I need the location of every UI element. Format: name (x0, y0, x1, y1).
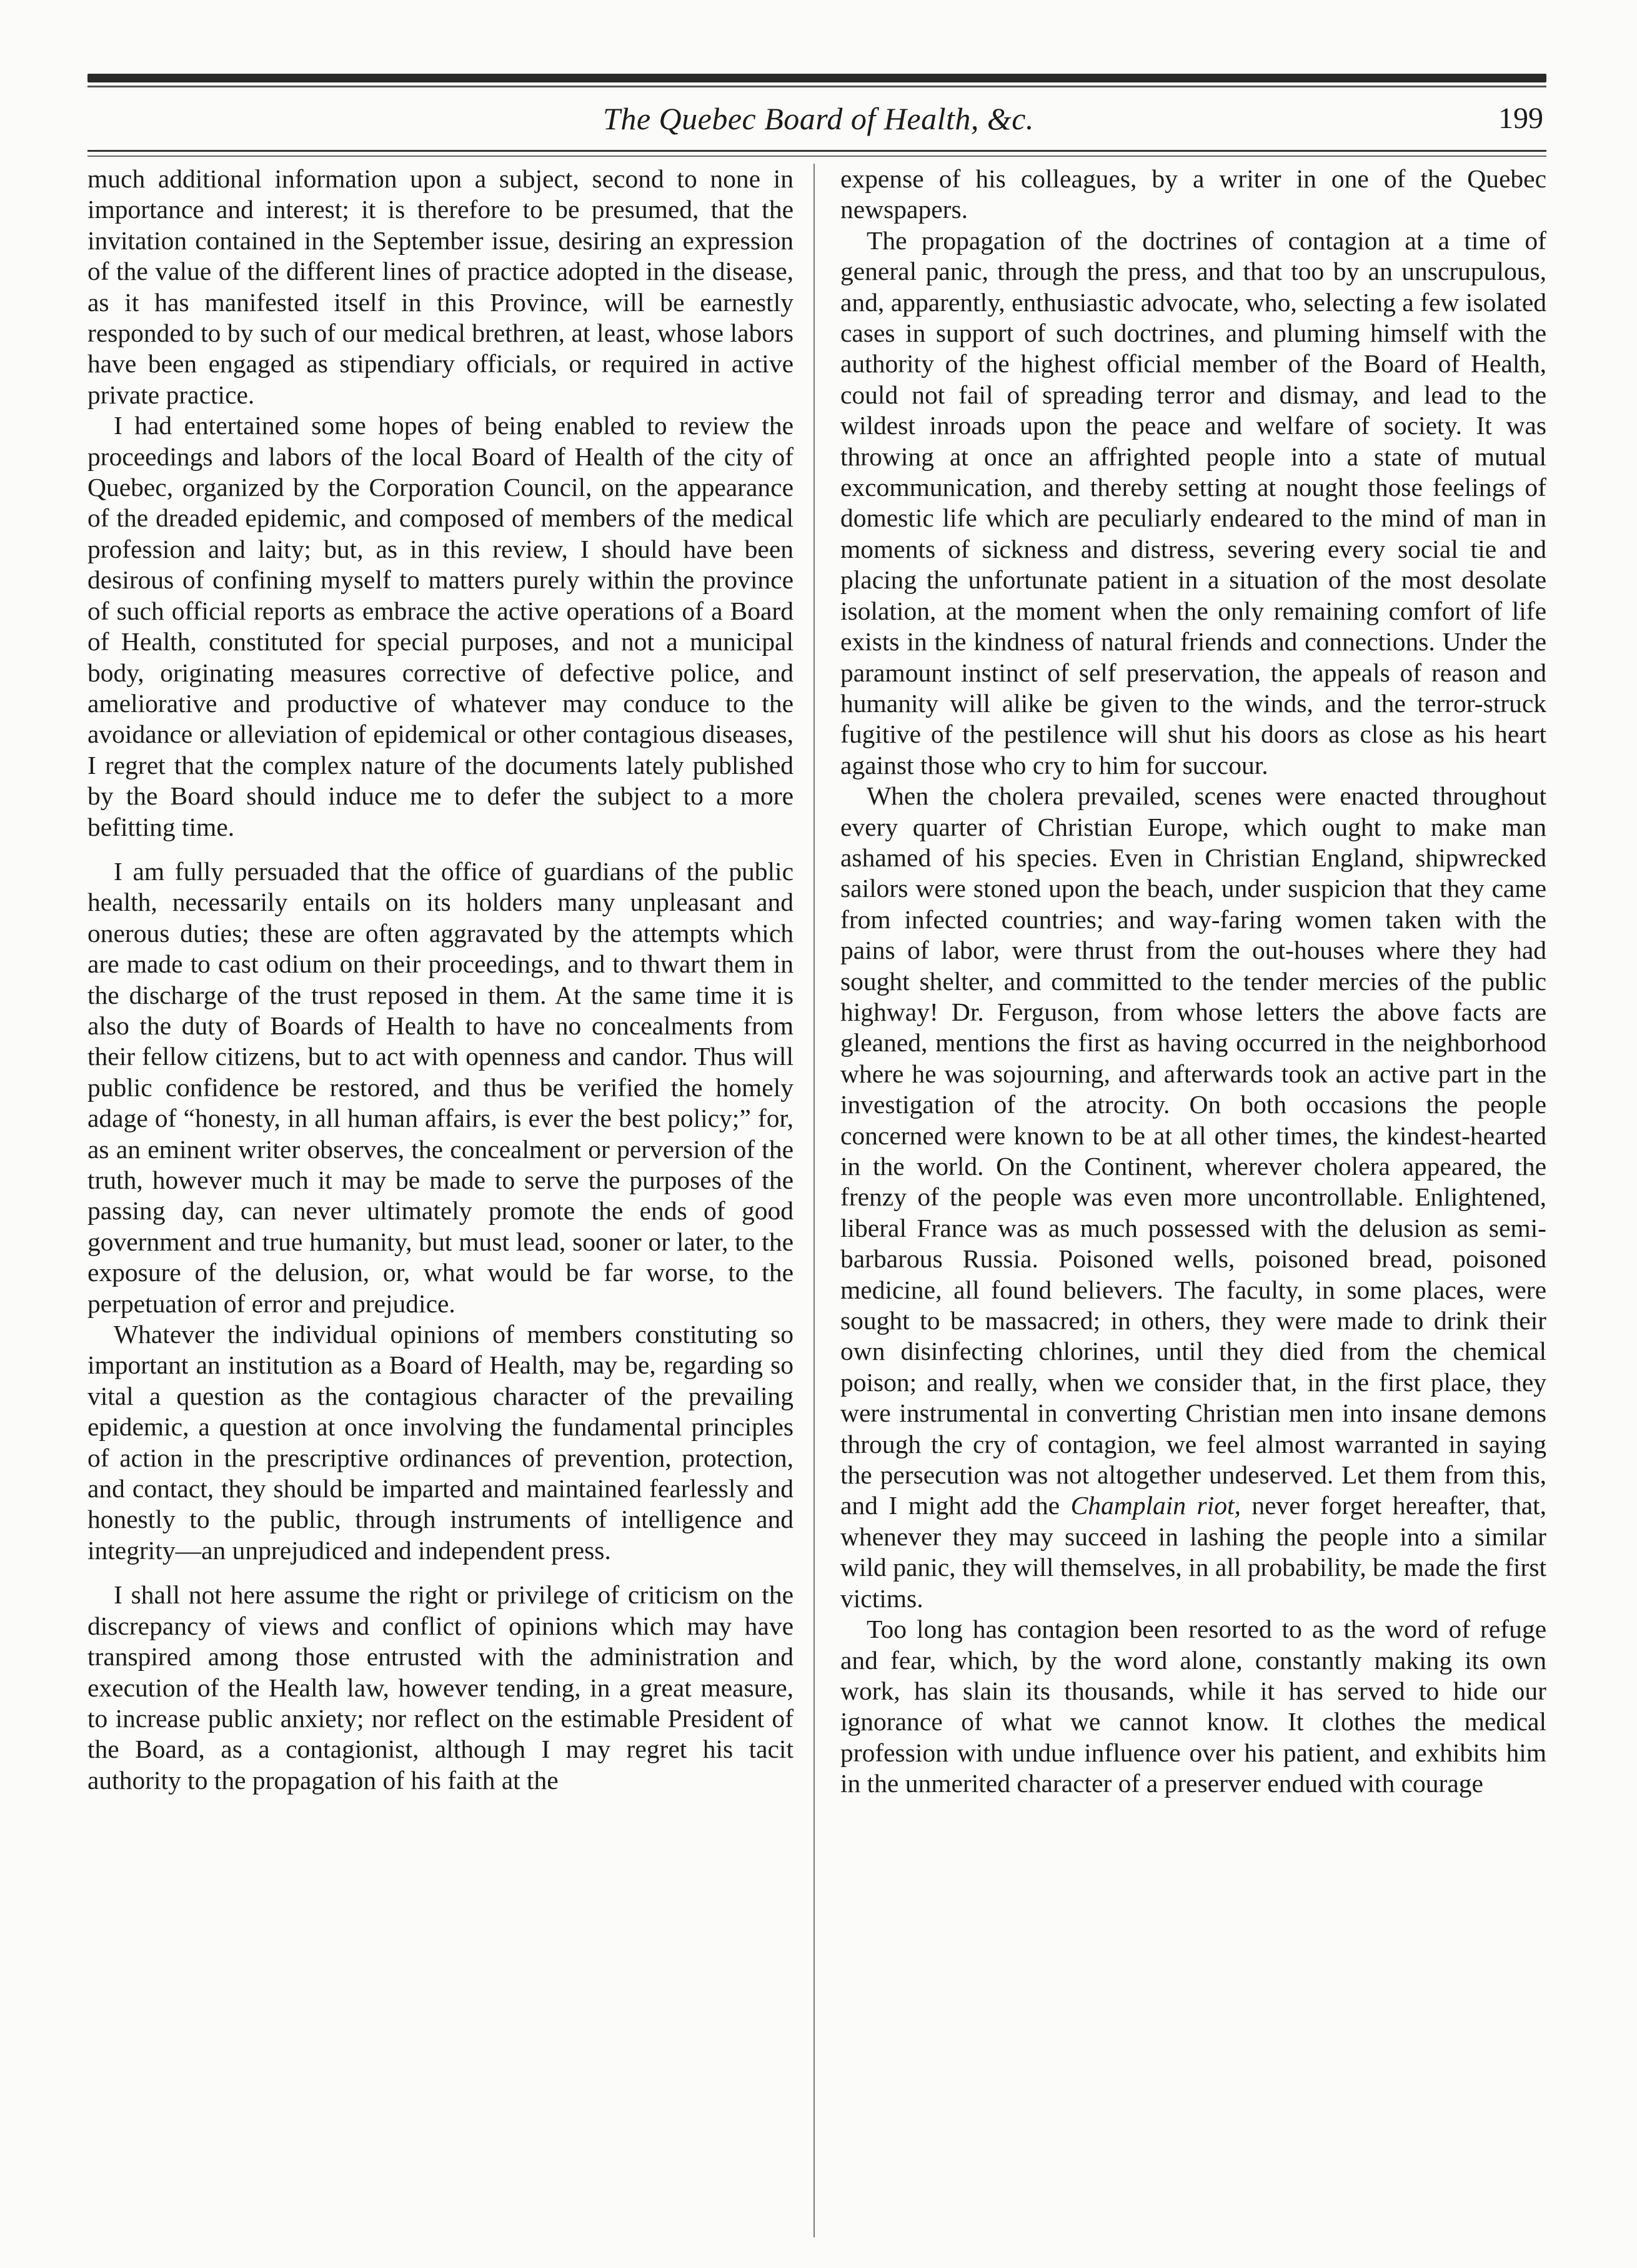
paragraph: I am fully persuaded that the office of guardians of the public health, necessarily entails on its holders many unpleasant and onerous duties; these are often aggravated by the attempts which are made to cast odium on their proceedings, and to thwart them in the discharge of the trust reposed in them. At the same time it is also the duty of Boards of Health to have no concealments from their fellow citizens, but to act with openness and candor. Thus will public confidence be restored, and thus be verified the homely adage of “honesty, in all human affairs, is ever the best policy;” for, as an eminent writer observes, the concealment or perversion of the truth, however much it may be made to serve the purposes of the passing day, can never ultimately promote the ends of good government and true humanity, but must lead, sooner or later, to the exposure of the delusion, or, what would be far worse, to the perpetuation of error and prejudice. (87, 856, 794, 1318)
paragraph: expense of his colleagues, by a writer in one of the Quebec newspapers. (840, 164, 1546, 224)
paragraph: Whatever the individual opinions of members constituting so important an institution as a Board of Health, may be, regarding so vital a question as the contagious character of the prevailing epidemic, a question at once involving the fundamental principles of action in the prescriptive ordinances of prevention, protection, and contact, they should be imparted and maintained fearlessly and honestly to the public, through instruments of intelligence and integrity—an unprejudiced and independent press. (87, 1320, 794, 1565)
page-number: 199 (1498, 102, 1543, 135)
top-thin-rule (87, 86, 1546, 87)
paragraph: much additional information upon a subject, second to none in importance and interest; it is therefore to be presumed, that the invitation contained in the September issue, desiring an expression of the value of the different lines of practice adopted in the disease, as it has manifested itself in this Province, will be earnestly responded to by such of our medical brethren, at least, whose labors have been engaged as stipendiary officials, or required in active private practice. (87, 164, 794, 409)
paragraph: The propagation of the doctrines of contagion at a time of general panic, through the press, and that too by an unscrupulous, and, apparently, enthusiastic advocate, who, selecting a few isolated cases in support of such doctrines, and pluming himself with the authority of the highest official member of the Board of Health, could not fail of spreading terror and dismay, and lead to the wildest inroads upon the peace and welfare of society. It was throwing at once an affrighted people into a state of mutual excommunication, and thereby setting at nought those feelings of domestic life which are peculiarly endeared to the mind of man in moments of sickness and distress, severing every social tie and placing the unfortunate patient in a situation of the most desolate isolation, at the moment when the only remaining comfort of life exists in the kindness of natural friends and connections. Under the paramount instinct of self preservation, the appeals of reason and humanity will alike be given to the winds, and the terror-struck fugitive of the pestilence will shut his doors as close as his heart against those who cry to him for succour. (840, 225, 1546, 780)
paragraph (840, 781, 1546, 1614)
paragraph: I shall not here assume the right or privilege of criticism on the discrepancy of views and conflict of opinions which may have transpired among those entrusted with the administration and execution of the Health law, however tending, in a great measure, to increase public anxiety; nor reflect on the estimable President of the Board, as a contagionist, although I may regret his tacit authority to the propagation of his faith at the (87, 1580, 794, 1795)
running-head (0, 94, 1637, 144)
paragraph-text: When the cholera prevailed, scenes were enacted throughout every quarter of Christian Europe, which ought to make man ashamed of his species. Even in Christian England, shipwrecked sailors were stoned upon the beach, under suspicion that they came from infected countries; and way-faring women taken with the pains of labor, were thrust from the out-houses where they had sought shelter, and committed to the tender mercies of the public highway! Dr. Ferguson, from whose letters the above facts are gleaned, mentions the first as having occurred in the neighborhood where he was sojourning, and afterwards took an active part in the investigation of the atrocity. On both occasions the people concerned were known to be at all other times, the kindest-hearted in the world. On the Continent, wherever cholera appeared, the frenzy of the people was even more uncontrollable. Enlightened, liberal France was as much possessed with the delusion as semi-barbarous Russia. Poisoned wells, poisoned bread, poisoned medicine, all found believers. The faculty, in some places, were sought to be massacred; in others, they were made to drink their own disinfecting chlorines, until they died from the chemical poison; and really, when we consider that, in the first place, they were instrumental in converting Christian men into insane demons through the cry of contagion, we feel almost warranted in saying the persecution was not altogether undeserved. Let them from this, and I might add the (840, 781, 1546, 1520)
paragraph: Too long has contagion been resorted to as the word of refuge and fear, which, by the word alone, constantly making its own work, has slain its thousands, while it has served to hide our ignorance of what we cannot know. It clothes the medical profession with undue influence over his patient, and exhibits him in the unmerited character of a preserver endued with courage (840, 1615, 1546, 1798)
paragraph-text: never forget hereafter, that, whenever they may succeed in lashing the people into a similar wild panic, they will themselves, in all probability, be made the first victims. (840, 1491, 1546, 1613)
top-ornamental-rule (87, 74, 1546, 82)
header-rule-secondary (87, 156, 1546, 157)
italic-phrase: Champlain riot, (1070, 1491, 1241, 1520)
running-title: The Quebec Board of Health, &c. (603, 101, 1034, 136)
header-rule (87, 150, 1546, 152)
paragraph: I had entertained some hopes of being enabled to review the proceedings and labors of the local Board of Health of the city of Quebec, organized by the Corporation Council, on the appearance of the dreaded epidemic, and composed of members of the medical profession and laity; but, as in this review, I should have been desirous of confining myself to matters purely within the province of such official reports as embrace the active operations of a Board of Health, constituted for special purposes, and not a municipal body, originating measures corrective of defective police, and ameliorative and productive of whatever may conduce to the avoidance or alleviation of epidemical or other contagious diseases, I regret that the complex nature of the documents lately published by the Board should induce me to defer the subject to a more befitting time. (87, 411, 794, 841)
column-divider (814, 164, 815, 2237)
left-column (87, 164, 794, 2244)
right-column (840, 164, 1546, 2244)
